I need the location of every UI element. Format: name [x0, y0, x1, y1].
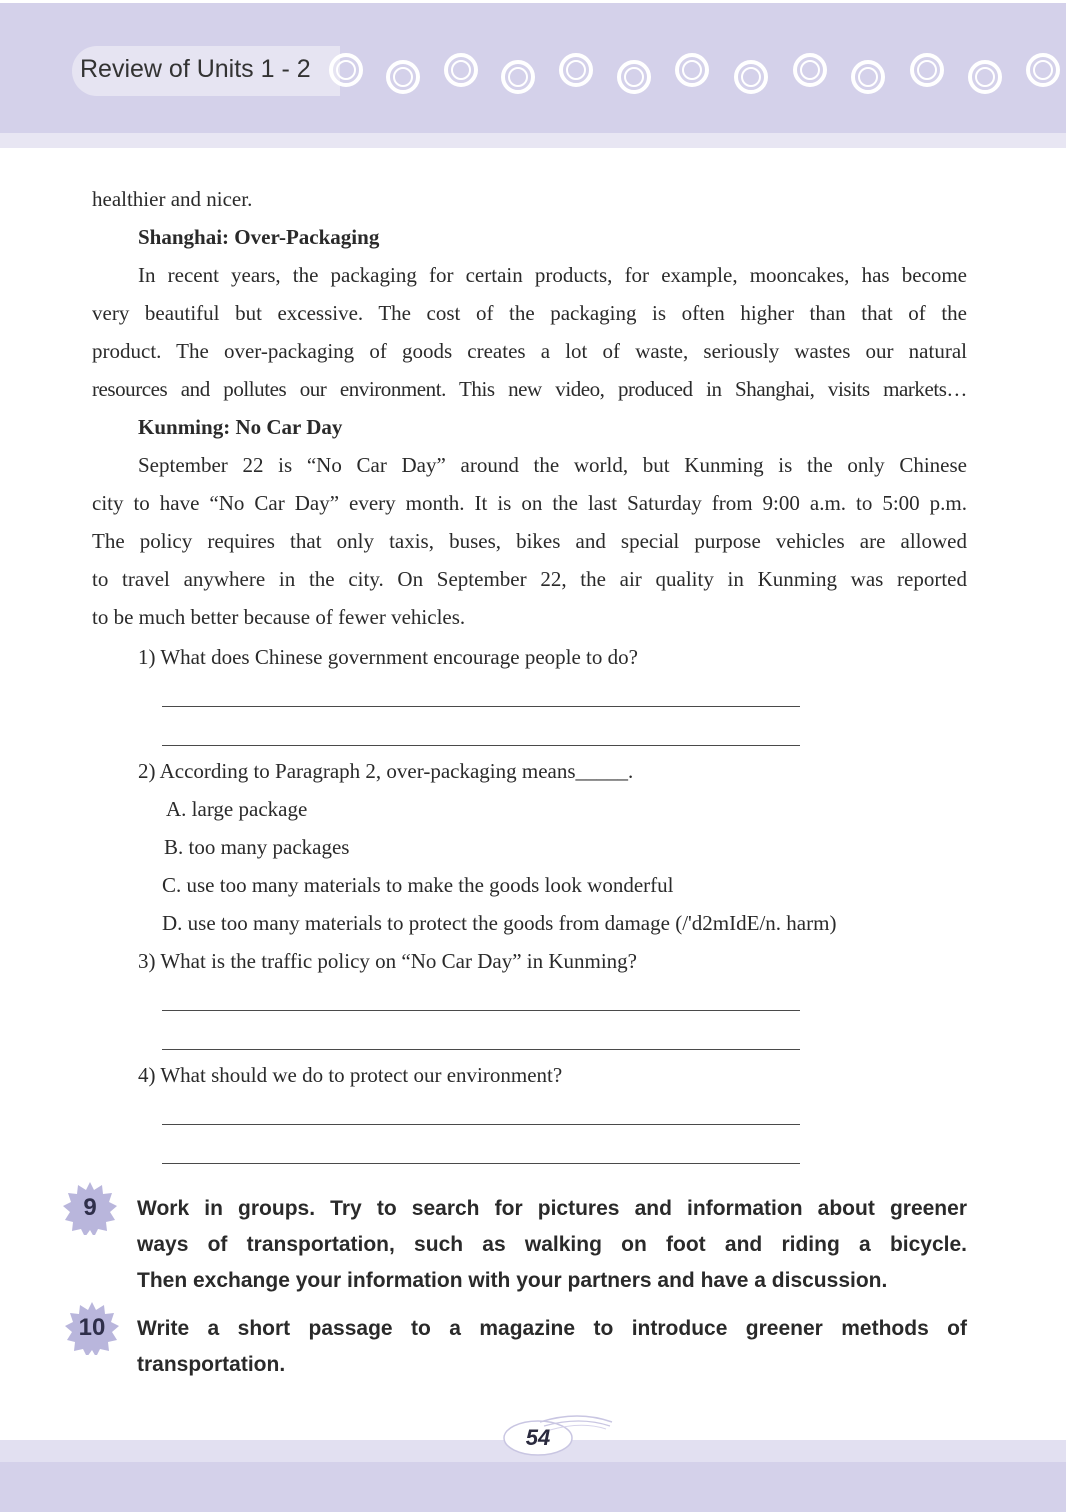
task-10-line: transportation.: [137, 1353, 286, 1376]
answer-line[interactable]: [162, 1010, 800, 1011]
section-heading-shanghai: Shanghai: Over-Packaging: [138, 225, 380, 249]
answer-line[interactable]: [162, 706, 800, 707]
ring-icon: [736, 62, 766, 92]
task-10-line: Write a short passage to a magazine to introduce greener methods of: [137, 1317, 967, 1340]
answer-line[interactable]: [162, 1163, 800, 1164]
question-1: 1) What does Chinese government encourage people to do?: [138, 645, 638, 669]
task-9-line: ways of transportation, such as walking on foot and riding a bicycle.: [137, 1233, 967, 1256]
question-3: 3) What is the traffic policy on “No Car Day” in Kunming?: [138, 949, 638, 973]
ring-icon: [677, 55, 707, 85]
ring-icon: [1028, 55, 1058, 85]
answer-line[interactable]: [162, 1049, 800, 1050]
passage-line: In recent years, the packaging for certain products, for example, mooncakes, has become: [138, 263, 967, 287]
task-9-line: Work in groups. Try to search for pictures and information about greener: [137, 1197, 967, 1220]
section-heading-kunming: Kunming: No Car Day: [138, 415, 343, 439]
ring-icon: [388, 62, 418, 92]
page-number: 54: [525, 1425, 551, 1450]
question-4: 4) What should we do to protect our environment?: [138, 1063, 563, 1087]
task-number: 10: [78, 1314, 106, 1341]
answer-line[interactable]: [162, 745, 800, 746]
passage-line: product. The over-packaging of goods creates a lot of waste, seriously wastes our natural: [92, 339, 967, 363]
task-9-line: Then exchange your information with your partners and have a discussion.: [137, 1269, 888, 1292]
ring-icon: [331, 55, 361, 85]
option-a[interactable]: A. large package: [166, 797, 308, 821]
task-number: 9: [83, 1194, 97, 1221]
ring-icon: [619, 62, 649, 92]
ring-icon: [912, 55, 942, 85]
ring-icon: [853, 62, 883, 92]
page-footer: [0, 1462, 1066, 1512]
ring-icon: [795, 55, 825, 85]
ring-icon: [503, 62, 533, 92]
ring-icon: [970, 62, 1000, 92]
option-c[interactable]: C. use too many materials to make the goods look wonderful: [162, 873, 674, 897]
passage-line: resources and pollutes our environment. This new video, produced in Shanghai, visits markets…: [92, 377, 967, 401]
header-title: Review of Units 1 - 2: [80, 55, 311, 83]
passage-line: city to have “No Car Day” every month. It is on the last Saturday from 9:00 a.m. to 5:00 p.m.: [92, 491, 967, 515]
passage-line: very beautiful but excessive. The cost of the packaging is often higher than that of the: [92, 301, 967, 325]
option-b[interactable]: B. too many packages: [164, 835, 350, 859]
passage-line: healthier and nicer.: [92, 187, 253, 211]
passage-line: to travel anywhere in the city. On September 22, the air quality in Kunming was reported: [92, 567, 967, 591]
ring-decoration: [0, 0, 1066, 148]
passage-line: The policy requires that only taxis, buses, bikes and special purpose vehicles are allowed: [92, 529, 967, 553]
ring-icon: [561, 55, 591, 85]
ring-icon: [446, 55, 476, 85]
answer-line[interactable]: [162, 1124, 800, 1125]
question-2: 2) According to Paragraph 2, over-packaging means_____.: [138, 759, 634, 783]
passage-line: September 22 is “No Car Day” around the world, but Kunming is the only Chinese: [138, 453, 967, 477]
passage-line: to be much better because of fewer vehicles.: [92, 605, 466, 629]
option-d[interactable]: D. use too many materials to protect the goods from damage (/'d2mIdE/n. harm): [162, 911, 837, 935]
